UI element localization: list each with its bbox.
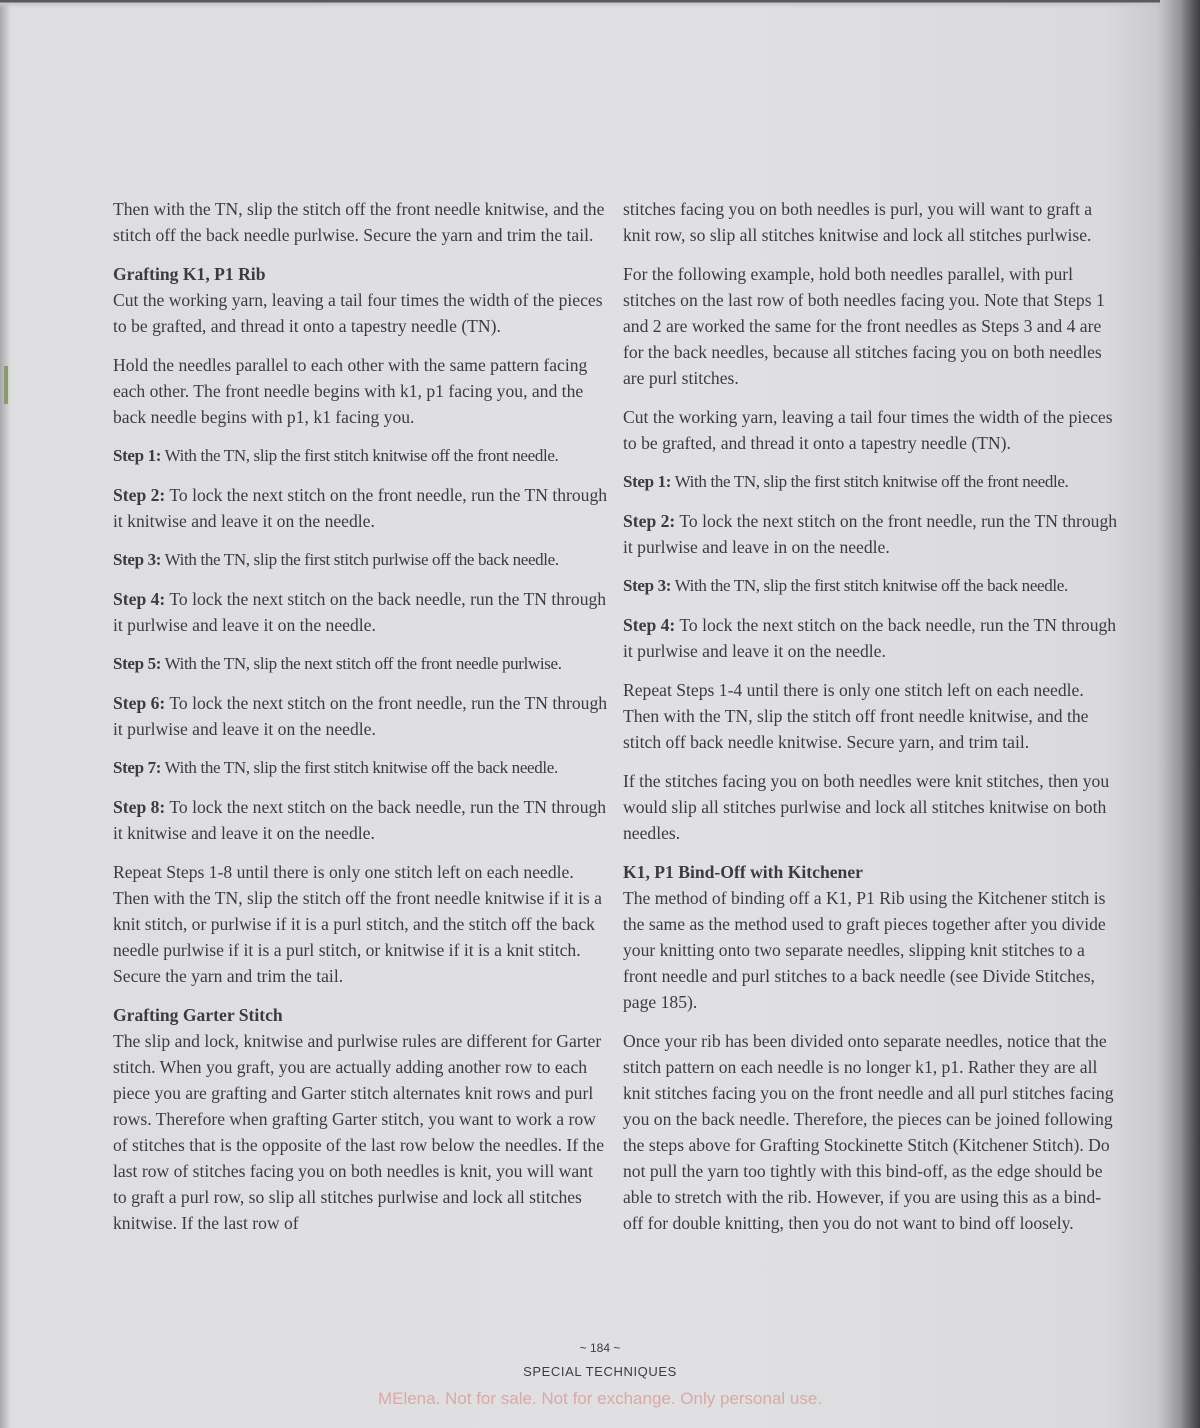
paragraph: Once your rib has been divided onto separate needles, notice that the stitch pattern on each needle is no longer k1, p1. Rather they are all knit stitches facing you on the front needle and all purl stitches facing you on the back needle. Therefore, the pieces can be joined following the steps above for Grafting Stockinette Stitch (Kitchener Stitch). Do not pull the yarn too tightly with this bind-off, as the edge should be able to stretch with the rib. However, if you are using this as a bind-off for double knitting, then you do not want to bind off loosely. [623,1031,1114,1233]
paragraph: Then with the TN, slip the stitch off the front needle knitwise, and the stitch off the back needle purlwise. Secure the yarn and trim the tail. [113,199,605,245]
step-item [113,586,608,638]
step-text: To lock the next stitch on the back needle, run the TN through it purlwise and leave it on the needle. [113,589,607,635]
rib-section [113,261,608,339]
step-item [113,755,608,781]
step-label: Step 3: [113,550,162,569]
right-column [623,196,1118,1249]
step-item [113,794,608,846]
step-label: Step 1: [113,446,162,465]
page-left-edge [0,0,9,1428]
step-text: With the TN, slip the first stitch knitwise off the back needle. [161,758,558,777]
step-label: Step 4: [113,589,166,609]
section-heading-rib: Grafting K1, P1 Rib [113,264,266,284]
step-text: With the TN, slip the first stitch knitwise off the front needle. [161,446,559,465]
step-item [623,469,1118,495]
step-item [623,508,1118,560]
paragraph-text: Cut the working yarn, leaving a tail four times the width of the pieces to be grafted, and thread it onto a tapestry needle (TN). [113,290,603,336]
paragraph: For the following example, hold both needles parallel, with purl stitches on the last row of both needles facing you. Note that Steps 1 and 2 are worked the same for the front needles as Steps 3 and 4 are for the back needles, because all stitches facing you on both needles are purl stitches. [623,264,1105,388]
step-label: Step 1: [623,472,672,491]
step-text: With the TN, slip the first stitch knitwise off the back needle. [671,576,1068,595]
step-item [113,651,608,677]
page-edge-mark [4,366,8,404]
page-number: ~ 184 ~ [579,1341,621,1355]
paragraph: If the stitches facing you on both needles were knit stitches, then you would slip all stitches purlwise and lock all stitches knitwise on both needles. [623,771,1110,843]
page-binding-shadow [1156,0,1200,1428]
step-item [113,690,608,742]
section-heading-bindoff: K1, P1 Bind-Off with Kitchener [623,862,863,882]
section-title: SPECIAL TECHNIQUES [523,1364,677,1379]
step-text: To lock the next stitch on the back needle, run the TN through it knitwise and leave it on the needle. [113,797,607,843]
paragraph: stitches facing you on both needles is purl, you will want to graft a knit row, so slip all stitches knitwise and lock all stitches purlwise. [623,199,1093,245]
section-heading-garter: Grafting Garter Stitch [113,1005,283,1025]
step-label: Step 2: [113,485,166,505]
paragraph: Cut the working yarn, leaving a tail four times the width of the pieces to be grafted, and thread it onto a tapestry needle (TN). [623,407,1113,453]
page-top-edge [0,0,1160,8]
step-text: With the TN, slip the next stitch off the front needle purlwise. [161,654,562,673]
paragraph: Repeat Steps 1-8 until there is only one stitch left on each needle. Then with the TN, slip the stitch off the front needle knitwise if it is a knit stitch, or purlwise if it is a purl stitch, and the stitch off the back needle purlwise if it is a purl stitch, or knitwise if it is a knit stitch. Secure the yarn and trim the tail. [113,862,602,986]
step-label: Step 2: [623,511,676,531]
step-text: To lock the next stitch on the front needle, run the TN through it purlwise and leave it on the needle. [113,693,608,739]
step-item [113,547,608,573]
paragraph: Hold the needles parallel to each other with the same pattern facing each other. The front needle begins with k1, p1 facing you, and the back needle begins with p1, k1 facing you. [113,355,588,427]
step-label: Step 4: [623,615,676,635]
step-label: Step 7: [113,758,162,777]
watermark-text: MElena. Not for sale. Not for exchange. Only personal use. [377,1389,823,1408]
step-text: To lock the next stitch on the front needle, run the TN through it knitwise and leave it on the needle. [113,485,608,531]
step-text: To lock the next stitch on the back needle, run the TN through it purlwise and leave it on the needle. [623,615,1117,661]
paragraph: Repeat Steps 1-4 until there is only one stitch left on each needle. Then with the TN, slip the stitch off front needle knitwise, and the stitch off back needle knitwise. Secure yarn, and trim tail. [623,680,1089,752]
step-label: Step 5: [113,654,162,673]
step-label: Step 8: [113,797,166,817]
garter-section [113,1002,608,1236]
paragraph-text: The slip and lock, knitwise and purlwise rules are different for Garter stitch. When you graft, you are actually adding another row to each piece you are grafting and Garter stitch alternates knit rows and purl rows. Therefore when grafting Garter stitch, you want to work a row of stitches that is the opposite of the last row below the needles. If the last row of stitches facing you on both needles is knit, you will want to graft a purl row, so slip all stitches purlwise and lock all stitches knitwise. If the last row of [113,1031,605,1233]
left-column [113,196,608,1249]
step-item [623,573,1118,599]
step-text: With the TN, slip the first stitch knitwise off the front needle. [671,472,1069,491]
step-text: With the TN, slip the first stitch purlwise off the back needle. [161,550,559,569]
bindoff-section [623,859,1118,1015]
paragraph-text: The method of binding off a K1, P1 Rib using the Kitchener stitch is the same as the method used to graft pieces together after you divide your knitting onto two separate needles, slipping knit stitches to a front needle and purl stitches to a back needle (see Divide Stitches, page 185). [623,888,1106,1012]
step-item [113,443,608,469]
step-label: Step 3: [623,576,672,595]
step-item [623,612,1118,664]
step-label: Step 6: [113,693,166,713]
step-text: To lock the next stitch on the front needle, run the TN through it purlwise and leave in on the needle. [623,511,1118,557]
step-item [113,482,608,534]
